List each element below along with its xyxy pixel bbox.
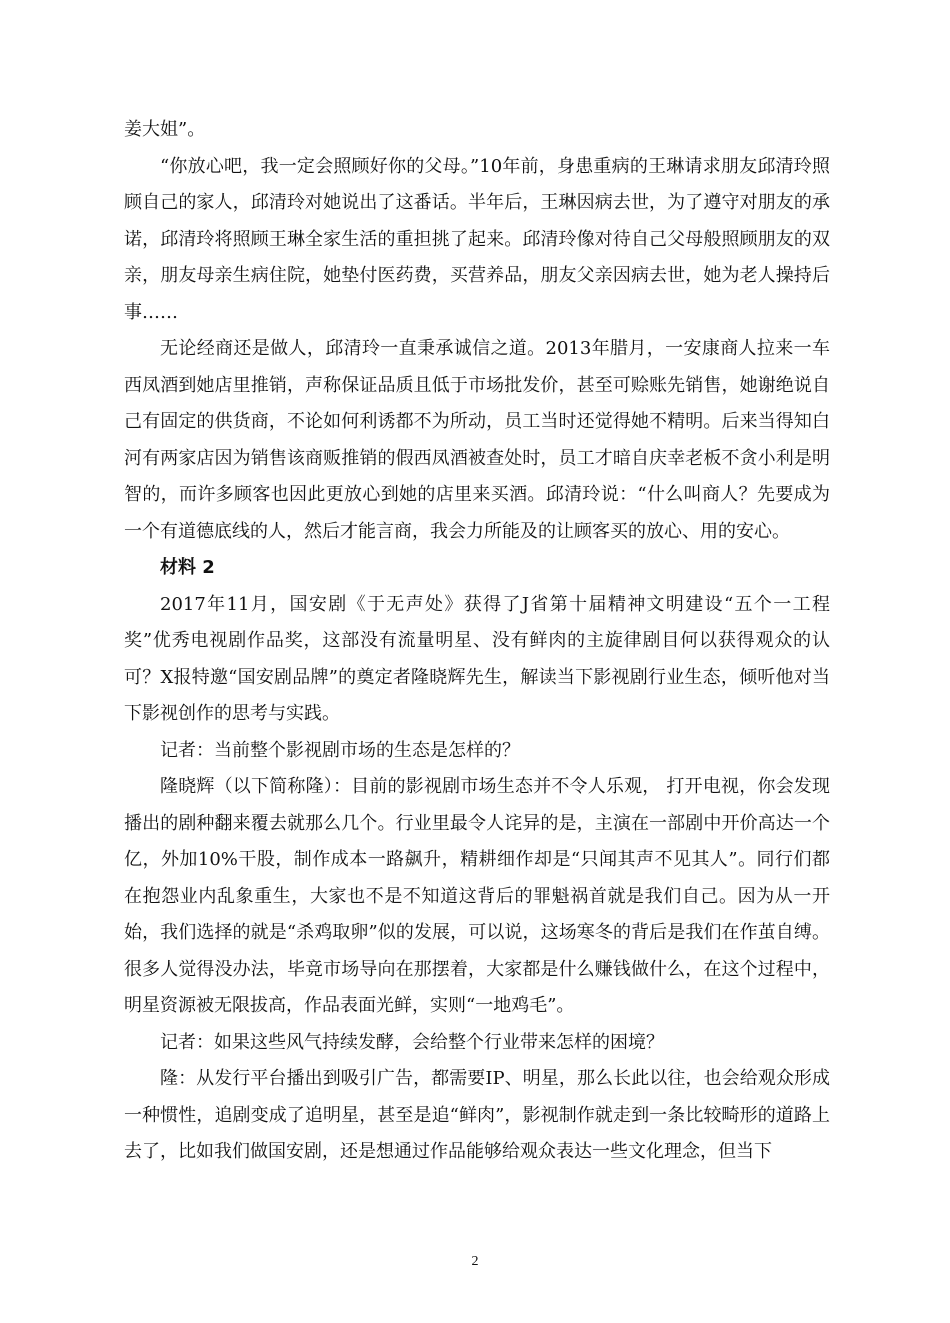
paragraph-4: 2017年11月，国安剧《于无声处》获得了J省第十届精神文明建设“五个一工程奖”优秀电视剧作品奖，这部没有流量明星、没有鲜肉的主旋律剧目何以获得观众的认可？X报特邀“国安剧品牌”的奠定者隆晓辉先生，解读当下影视剧行业生态，倾听他对当下影视创作的思考与实践。 xyxy=(124,593,830,724)
paragraph-6: 隆晓辉（以下简称隆）：目前的影视剧市场生态并不令人乐观， 打开电视，你会发现播出的剧种翻来覆去就那么几个。行业里最令人诧异的是，主演在一部剧中开价高达一个亿，外加10%干股，制作成本一路飙升，精耕细作却是“只闻其声不见其人”。同行们都在抱怨业内乱象重生，大家也不是不知道这背后的罪魁祸首就是我们自己。因为从一开始，我们选择的就是“杀鸡取卵”似的发展，可以说，这场寒冬的背后是我们在作茧自缚。很多人觉得没办法，毕竟市场导向在那摆着，大家都是什么赚钱做什么，在这个过程中，明星资源被无限拔高，作品表面光鲜，实则“一地鸡毛”。 xyxy=(124,776,830,1016)
paragraph-5: 记者：当前整个影视剧市场的生态是怎样的？ xyxy=(160,739,520,761)
section-heading: 材料 2 xyxy=(160,557,215,578)
paragraph-1: 姜大姐”。 xyxy=(124,119,206,140)
paragraph-8: 隆：从发行平台播出到吸引广告，都需要IP、明星，那么长此以往，也会给观众形成一种惯性，追剧变成了追明星，甚至是追“鲜肉”，影视制作就走到一条比较畸形的道路上去了，比如我们做国安剧，还是想通过作品能够给观众表达一些文化理念，但当下 xyxy=(124,1068,830,1162)
paragraph-2: “你放心吧，我一定会照顾好你的父母。”10年前，身患重病的王琳请求朋友邱清玲照顾自己的家人，邱清玲对她说出了这番话。半年后，王琳因病去世，为了遵守对朋友的承诺，邱清玲将照顾王琳全家生活的重担挑了起来。邱清玲像对待自己父母般照顾朋友的双亲，朋友母亲生病住院，她垫付医药费，买营养品，朋友父亲因病去世，她为老人操持后事…… xyxy=(124,155,830,323)
document-body xyxy=(124,112,830,1171)
paragraph-3: 无论经商还是做人，邱清玲一直秉承诚信之道。2013年腊月，一安康商人拉来一车西凤酒到她店里推销，声称保证品质且低于市场批发价，甚至可赊账先销售，她谢绝说自己有固定的供货商，不论如何利诱都不为所动，员工当时还觉得她不精明。后来当得知白河有两家店因为销售该商贩推销的假西凤酒被查处时，员工才暗自庆幸老板不贪小利是明智的，而许多顾客也因此更放心到她的店里来买酒。邱清玲说：“什么叫商人？先要成为一个有道德底线的人，然后才能言商，我会力所能及的让顾客买的放心、用的安心。 xyxy=(124,338,830,542)
paragraph-7: 记者：如果这些风气持续发酵，会给整个行业带来怎样的困境？ xyxy=(160,1031,664,1053)
page-number: 2 xyxy=(471,1254,479,1269)
